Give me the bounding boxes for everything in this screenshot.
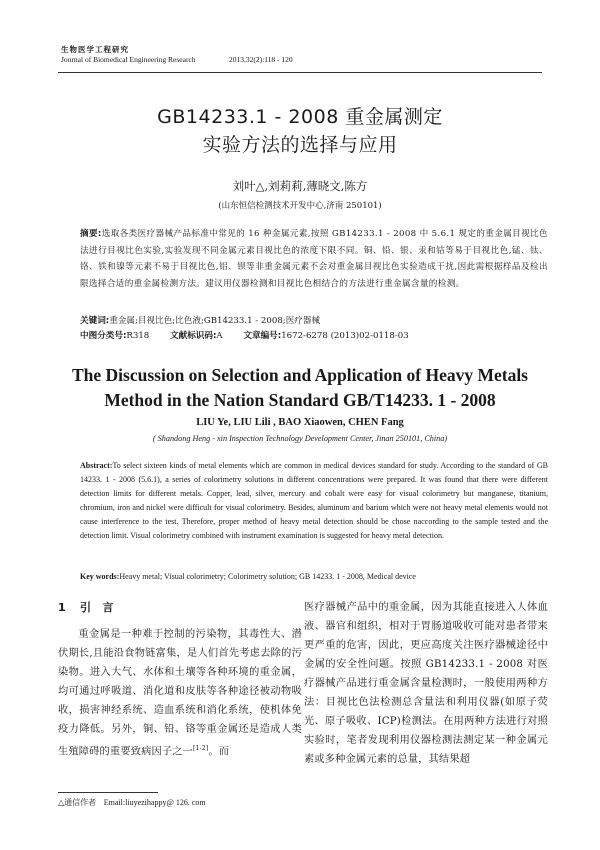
abstract-cn-label: 摘要: bbox=[80, 229, 102, 239]
journal-name-en: Journal of Biomedical Engineering Research bbox=[61, 55, 196, 64]
doc-code-label: 文献标识码: bbox=[170, 331, 217, 341]
journal-name-cn: 生物医学工程研究 bbox=[61, 45, 129, 54]
abstract-cn-text: 选取各类医疗器械产品标准中常见的 16 种金属元素,按照 GB14233.1 - 2008 中 5.6.1 规定的重金属目视比色法进行目视比色实验,实验发现不同金属元素目视比色的浓度下限不同。铜、铅、银、汞和钴等易于目视比色,锰、钛、铬、铁和镍等元素不易于目视比色,铝、钡等非重金属元素不会对重金属目视比色实验造成干扰,因此需根据样品及检出限选择合适的重金属检测方法。建议用仪器检测和目视比色相结合的方法进行重金属含量的检测。 bbox=[80, 229, 548, 289]
doc-code-value: A bbox=[216, 331, 223, 341]
abstract-en-label: Abstract: bbox=[80, 461, 113, 470]
title-cn-line1: GB14233.1 - 2008 重金属测定 bbox=[157, 106, 443, 128]
paragraph-text: 重金属是一种难于控制的污染物，其毒性大、潜伏期长,且能沿食物链富集，是人们首先考虑去除的污染物。进入大气、水体和土壤等各种环境的重金属，均可通过呼吸道、消化道和皮肤等各种途径被动物吸收，损害神经系统、造血系统和消化系统，使机体免疫力降低。另外，铜、铅、铬等重金属还是造成人类生殖障碍的重要致病因子之一 bbox=[58, 629, 302, 758]
footnote-rule bbox=[58, 792, 158, 793]
body-paragraph bbox=[58, 625, 302, 761]
body-paragraph-continued: 医疗器械产品中的重金属，因为其能直接进入人体血液、器官和组织，相对于胃肠道吸收可能对患者带来更严重的危害，因此，更应高度关注医疗器械途径中金属的安全性问题。按照 GB14233.1 - 2008 对医疗器械产品进行重金属含量检测时，一般使用两种方法：目视比色法检测总含量法和利用仪器(如原子荧光、原子吸收、ICP)检测法。在用两种方法进行对照实验时，笔者发现利用仪器检测法测定某一种金属元素或多种金属元素的总量，其结果超 bbox=[304, 602, 548, 765]
body-column-right bbox=[304, 598, 548, 769]
title-en-line1: The Discussion on Selection and Application of Heavy Metals bbox=[71, 365, 528, 385]
keywords-en-label: Key words: bbox=[80, 572, 120, 581]
footnote-label: △通信作者 bbox=[58, 798, 97, 807]
authors-cn: 刘叶△,刘莉莉,薄晓文,陈方 bbox=[232, 179, 368, 193]
body-column-left bbox=[58, 598, 302, 761]
article-number-label: 文章编号: bbox=[243, 331, 282, 341]
article-number-value: 1672-6278 (2013)02-0118-03 bbox=[281, 331, 409, 341]
citation: [1-2] bbox=[193, 745, 209, 752]
issue-info: 2013,32(2):118 - 120 bbox=[229, 55, 293, 64]
keywords-cn-text: 重金属;目视比色;比色液;GB14233.1 - 2008;医疗器械 bbox=[109, 316, 321, 326]
keywords-en bbox=[80, 570, 550, 584]
paragraph-text-end: 。而 bbox=[208, 746, 230, 758]
classification-row bbox=[80, 329, 550, 343]
journal-header bbox=[61, 45, 196, 65]
title-cn-line2: 实验方法的选择与应用 bbox=[202, 134, 398, 156]
title-en-line2: Method in the Nation Standard GB/T14233. 1 - 2008 bbox=[104, 390, 496, 410]
keywords-cn bbox=[80, 314, 550, 328]
footnote bbox=[58, 797, 206, 808]
authors-en: LIU Ye, LIU Lili , BAO Xiaowen, CHEN Fang bbox=[196, 417, 404, 428]
affiliation-cn: (山东恒信检测技术开发中心,济南 250101) bbox=[218, 201, 382, 211]
abstract-en bbox=[80, 459, 548, 543]
keywords-cn-label: 关键词: bbox=[80, 316, 110, 326]
section-heading bbox=[58, 598, 302, 617]
header-rule bbox=[58, 72, 542, 73]
abstract-en-text: To select sixteen kinds of metal elements which are common in medical devices standard for study. According to the standard of GB 14233. 1 - 2008 (5.6.1), a series of colorimetry solutions in different concentrations were prepared. It was found that there were different detection limits for different metals. Copper, lead, silver, mercury and cobalt were easy for visual colorimetry but manganese, titanium, chromium, iron and nickel were difficult for visual colorimetry. Besides, aluminum and barium which were not heavy metal elements would not cause interference to the test. Therefore, proper method of heavy metal detection should be chose naccording to the sample tested and the detection limit. Visual colorimetry combined with instrument examination is suggested for heavy metal detection. bbox=[80, 461, 548, 540]
section-number: 1 bbox=[58, 601, 66, 614]
clc-value: R318 bbox=[126, 331, 150, 341]
affiliation-en: ( Shandong Heng - xin Inspection Technology Development Center, Jinan 250101, China) bbox=[152, 434, 448, 443]
keywords-en-text: Heavy metal; Visual colorimetry; Colorimetry solution; GB 14233. 1 - 2008, Medical device bbox=[119, 572, 416, 581]
section-title: 引 言 bbox=[80, 601, 114, 614]
clc-label: 中图分类号: bbox=[80, 331, 127, 341]
abstract-cn bbox=[80, 226, 548, 292]
footnote-email: Email:liuyezihappy@ 126. com bbox=[103, 798, 206, 807]
